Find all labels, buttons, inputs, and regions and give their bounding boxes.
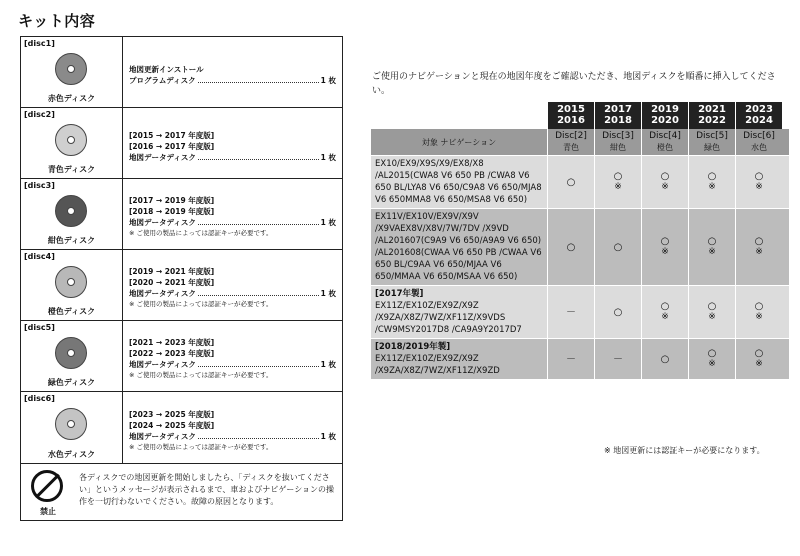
- disc-id: [disc6]: [24, 394, 55, 403]
- compatibility-mark: ○: [660, 301, 670, 312]
- item-quantity: 1 枚: [320, 218, 336, 227]
- auth-key-mark: ※: [755, 247, 763, 257]
- year-start: 2023: [745, 104, 773, 115]
- item-quantity-line: [129, 431, 336, 442]
- warning-label: 禁止: [40, 507, 56, 516]
- compatibility-mark: －: [566, 353, 576, 365]
- item-quantity: 1 枚: [320, 360, 336, 369]
- disc-icon: [55, 53, 87, 85]
- compatibility-mark: ○: [754, 171, 764, 182]
- disc-row: [21, 392, 342, 463]
- leader-dots: [198, 431, 319, 439]
- disc-icon: [55, 337, 87, 369]
- disc-header-cell: [688, 129, 735, 155]
- year-end: 2016: [557, 115, 585, 126]
- item-quantity: 1 枚: [320, 431, 336, 441]
- auth-key-mark: ※: [755, 182, 763, 192]
- disc-id: [disc4]: [24, 252, 55, 261]
- disc-color: 紺色: [610, 143, 626, 152]
- disc-number: Disc[5]: [696, 131, 728, 141]
- disc-number: Disc[6]: [743, 131, 775, 141]
- model-list: EX11Z/EX10Z/EX9Z/X9Z /X9ZA/X8Z/7WZ/XF11Z/X9ZD: [375, 354, 500, 376]
- item-line: 地図更新インストール: [129, 65, 204, 74]
- disc-row: [21, 250, 342, 321]
- item-name: 地図データディスク: [129, 218, 196, 227]
- compatibility-cell: [641, 209, 688, 285]
- disc-number: Disc[2]: [555, 131, 587, 141]
- item-quantity-line: [129, 75, 336, 86]
- edition-line: [2021 → 2023 年度版]: [129, 338, 215, 347]
- disc-hole: [67, 207, 75, 215]
- disc-color-label: 赤色ディスク: [47, 94, 96, 103]
- compatibility-cell: [547, 286, 594, 338]
- navigation-table: [371, 102, 789, 379]
- year-header-cell: [641, 102, 688, 129]
- compatibility-cell: [594, 339, 641, 379]
- disc-color-label: 水色ディスク: [47, 450, 96, 459]
- compatibility-mark: ○: [707, 348, 717, 359]
- disc-row: [21, 321, 342, 392]
- compatibility-cell: [547, 156, 594, 208]
- disc-header-cell: [641, 129, 688, 155]
- disc-header-row: [371, 129, 789, 155]
- compatibility-mark: ○: [613, 171, 623, 182]
- disc-cell: [21, 179, 123, 249]
- disc-hole: [67, 136, 75, 144]
- disc-description: [123, 179, 342, 249]
- compatibility-cell: [594, 209, 641, 285]
- auth-key-mark: ※: [661, 182, 669, 192]
- disc-header-cell: [735, 129, 782, 155]
- target-navigation-header: 対象 ナビゲーション: [421, 137, 497, 147]
- compatibility-cell: [594, 286, 641, 338]
- disc-icon: [55, 195, 87, 227]
- table-row: [371, 155, 789, 208]
- compatibility-mark: －: [566, 306, 576, 318]
- edition-line: [2024 → 2025 年度版]: [129, 420, 215, 430]
- navigation-models: [371, 286, 547, 338]
- year-header-spacer: [371, 102, 547, 129]
- disc-id: [disc5]: [24, 323, 55, 332]
- item-quantity-line: [129, 359, 336, 370]
- year-end: 2020: [651, 115, 679, 126]
- model-list: EX11V/EX10V/EX9V/X9V /X9VAEX8V/X8V/7W/7DV /X9VD /AL201607(C9A9 V6 650/A9A9 V6 650) /AL201608(CWAA V6 650 PB /CWAA V6 650 BL/C9AA V6 650/MJAA V6 650/MMAA V6 650/MSAA V6 650): [375, 212, 542, 282]
- table-row: [371, 338, 789, 379]
- edition-line: [2019 → 2021 年度版]: [129, 267, 215, 276]
- year-header-cell: [735, 102, 782, 129]
- year-start: 2021: [698, 104, 726, 115]
- item-name: 地図データディスク: [129, 152, 196, 162]
- leader-dots: [198, 217, 319, 225]
- edition-line: [2020 → 2021 年度版]: [129, 278, 215, 287]
- disc-color: 青色: [563, 143, 579, 152]
- item-name: 地図データディスク: [129, 431, 196, 441]
- leader-dots: [198, 152, 319, 160]
- disc-id: [disc3]: [24, 181, 55, 190]
- compatibility-cell: [641, 286, 688, 338]
- auth-key-mark: ※: [661, 247, 669, 257]
- navigation-models: [371, 339, 547, 379]
- disc-list: [20, 36, 343, 464]
- disc-color: 橙色: [657, 143, 673, 152]
- compatibility-mark: ○: [613, 241, 623, 253]
- intro-text: ご使用のナビゲーションと現在の地図年度をご確認いただき、地図ディスクを順番に挿入してください。: [372, 72, 776, 96]
- model-list: EX11Z/EX10Z/EX9Z/X9Z /X9ZA/X8Z/7WZ/XF11Z/X9VDS /CW9MSY2017D8 /CA9A9Y2017D7: [375, 301, 522, 335]
- table-row: [371, 285, 789, 338]
- auth-key-mark: ※: [661, 312, 669, 322]
- disc-cell: [21, 37, 123, 107]
- compatibility-mark: －: [613, 353, 623, 365]
- year-start: 2019: [651, 104, 679, 115]
- compatibility-cell: [735, 156, 782, 208]
- disc-icon: [55, 408, 87, 440]
- compatibility-mark: ○: [660, 236, 670, 247]
- disc-color-label: 青色ディスク: [47, 165, 96, 174]
- auth-key-mark: ※: [755, 312, 763, 322]
- disc-note: ※ ご使用の製品によっては認証キーが必要です。: [129, 371, 273, 379]
- disc-header-cell: [547, 129, 594, 155]
- item-name: 地図データディスク: [129, 289, 196, 298]
- item-quantity-line: [129, 288, 336, 299]
- disc-cell: [21, 250, 123, 320]
- auth-key-mark: ※: [708, 247, 716, 257]
- disc-color-label: 橙色ディスク: [47, 307, 96, 316]
- navigation-models: [371, 156, 547, 208]
- auth-key-mark: ※: [708, 359, 716, 369]
- year-start: 2017: [604, 104, 632, 115]
- compatibility-mark: ○: [566, 176, 576, 188]
- compatibility-cell: [641, 156, 688, 208]
- disc-color: 緑色: [704, 143, 720, 152]
- year-header-cell: [547, 102, 594, 129]
- disc-row: [21, 108, 342, 179]
- compatibility-mark: ○: [754, 301, 764, 312]
- item-quantity: 1 枚: [320, 152, 336, 162]
- compatibility-mark: ○: [707, 171, 717, 182]
- edition-line: [2023 → 2025 年度版]: [129, 409, 215, 419]
- compatibility-mark: ○: [707, 301, 717, 312]
- auth-key-mark: ※: [755, 359, 763, 369]
- item-quantity-line: [129, 217, 336, 228]
- year-end: 2018: [604, 115, 632, 126]
- disc-number: Disc[3]: [602, 131, 634, 141]
- year-header-cell: [594, 102, 641, 129]
- compatibility-mark: ○: [754, 236, 764, 247]
- navigation-models: [371, 209, 547, 285]
- disc-color-label: 紺色ディスク: [47, 236, 96, 245]
- edition-line: [2017 → 2019 年度版]: [129, 196, 215, 205]
- year-start: 2015: [557, 104, 585, 115]
- edition-line: [2018 → 2019 年度版]: [129, 207, 215, 216]
- disc-row: [21, 37, 342, 108]
- disc-number: Disc[4]: [649, 131, 681, 141]
- disc-note: ※ ご使用の製品によっては認証キーが必要です。: [129, 442, 273, 451]
- leader-dots: [198, 359, 319, 367]
- disc-hole: [67, 278, 75, 286]
- compatibility-cell: [547, 339, 594, 379]
- compatibility-cell: [735, 209, 782, 285]
- item-quantity-line: [129, 152, 336, 163]
- compatibility-mark: ○: [754, 348, 764, 359]
- auth-key-mark: ※: [708, 182, 716, 192]
- model-list: EX10/EX9/X9S/X9/EX8/X8 /AL2015(CWA8 V6 650 PB /CWA8 V6 650 BL/LYA8 V6 650/C9A8 V6 650/MJA8 V6 650MMA8 V6 650/MSA8 V6 650): [375, 159, 542, 205]
- compatibility-cell: [688, 339, 735, 379]
- disc-description: [123, 250, 342, 320]
- item-quantity: 1 枚: [320, 289, 336, 298]
- auth-key-mark: ※: [614, 182, 622, 192]
- compatibility-cell: [594, 156, 641, 208]
- disc-note: ※ ご使用の製品によっては認証キーが必要です。: [129, 300, 273, 308]
- disc-icon: [55, 266, 87, 298]
- disc-description: [123, 321, 342, 391]
- production-year-tag: [2017年製]: [375, 289, 424, 299]
- leader-dots: [198, 75, 319, 83]
- disc-cell: [21, 321, 123, 391]
- compatibility-mark: ○: [707, 236, 717, 247]
- disc-color: 水色: [751, 143, 767, 152]
- disc-cell: [21, 392, 123, 463]
- compatibility-cell: [547, 209, 594, 285]
- compatibility-mark: ○: [660, 353, 670, 365]
- year-end: 2024: [745, 115, 773, 126]
- disc-row: [21, 179, 342, 250]
- disc-color-label: 緑色ディスク: [47, 378, 96, 387]
- item-quantity: 1 枚: [320, 76, 336, 85]
- disc-hole: [67, 420, 75, 428]
- edition-line: [2016 → 2017 年度版]: [129, 141, 215, 151]
- auth-key-mark: ※: [708, 312, 716, 322]
- leader-dots: [198, 288, 319, 296]
- disc-icon: [55, 124, 87, 156]
- compatibility-cell: [688, 156, 735, 208]
- compatibility-mark: ○: [613, 306, 623, 318]
- warning-box: [20, 463, 343, 521]
- production-year-tag: [2018/2019年製]: [375, 342, 451, 352]
- year-header-cell: [688, 102, 735, 129]
- compatibility-cell: [688, 209, 735, 285]
- compatibility-cell: [688, 286, 735, 338]
- disc-description: [123, 108, 342, 178]
- disc-header-cell: [594, 129, 641, 155]
- compatibility-cell: [641, 339, 688, 379]
- year-header-row: [371, 102, 789, 129]
- kit-title: キット内容: [18, 12, 96, 30]
- compatibility-cell: [735, 286, 782, 338]
- compatibility-cell: [735, 339, 782, 379]
- compatibility-mark: ○: [566, 241, 576, 253]
- year-end: 2022: [698, 115, 726, 126]
- item-name: 地図データディスク: [129, 360, 196, 369]
- edition-line: [2015 → 2017 年度版]: [129, 130, 215, 140]
- footnote: ※ 地図更新には認証キーが必要になります。: [604, 446, 765, 455]
- prohibited-icon: [31, 470, 63, 502]
- disc-description: [123, 37, 342, 107]
- edition-line: [2022 → 2023 年度版]: [129, 349, 215, 358]
- disc-id: [disc2]: [24, 110, 55, 119]
- warning-text: 各ディスクでの地図更新を開始しましたら、「ディスクを抜いてください」というメッセージが表示されるまで、車およびナビゲーションの操作を一切行わないでください。故障の原因となります。: [79, 473, 335, 506]
- disc-cell: [21, 108, 123, 178]
- disc-hole: [67, 349, 75, 357]
- disc-hole: [67, 65, 75, 73]
- table-row: [371, 208, 789, 285]
- disc-description: [123, 392, 342, 463]
- item-name: プログラムディスク: [129, 76, 196, 85]
- disc-note: ※ ご使用の製品によっては認証キーが必要です。: [129, 229, 273, 237]
- compatibility-mark: ○: [660, 171, 670, 182]
- disc-id: [disc1]: [24, 39, 55, 48]
